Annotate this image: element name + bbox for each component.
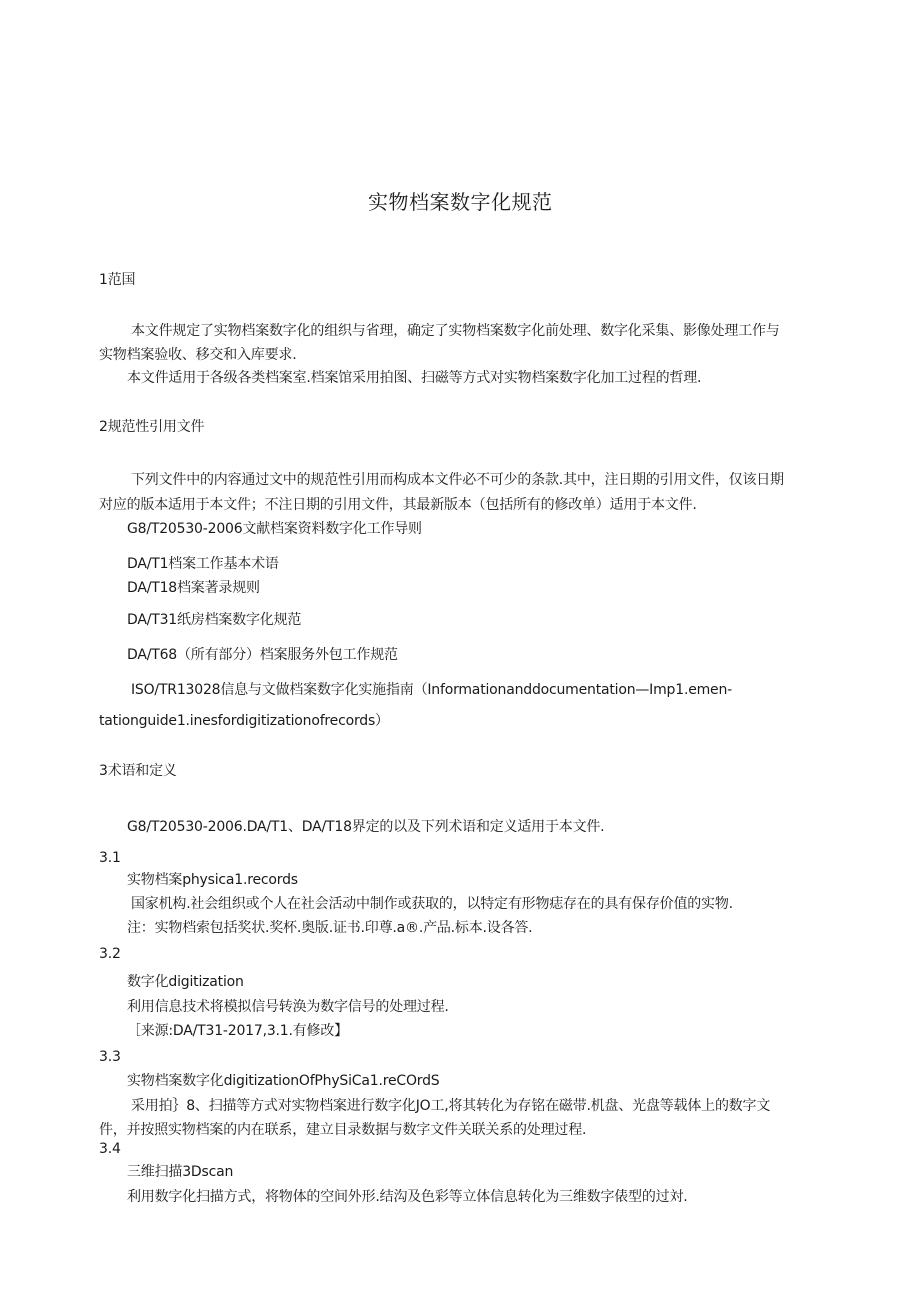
paragraph-2-1-line-2: 对应的版本适用于本文件；不注日期的引用文件，其最新版本（包括所有的修改单）适用于本文件. [99,497,697,513]
term-number: 3.1 [99,850,121,866]
terms-intro: G8/T20530-2006.DA/T1、DA/T18界定的以及下列术语和定义适用于本文件. [127,819,605,835]
reference-item-continuation: tationguide1.inesfordigitizationofrecords） [99,713,389,729]
paragraph-2-1-line-1: 下列文件中的内容通过文中的规范性引用而构成本文件必不可少的条款.其中，注日期的引用文件，仅该日期 [131,472,784,488]
term-definition-line-2: 件，并按照实物档案的内在联系，建立目录数据与数字文件关联关系的处理过程. [99,1122,587,1138]
reference-item: G8/T20530-2006文献档案资料数字化工作导则 [127,521,422,537]
term-definition-line-1: 采用拍｝8、扫描等方式对实物档案进行数字化JO工,将其转化为存铭在磁带.机盘、光盘等载体上的数字文 [131,1098,771,1114]
term-number: 3.2 [99,946,121,962]
term-number: 3.3 [99,1049,121,1065]
reference-item: DA/T1档案工作基本术语 [127,556,279,572]
term-definition: 利用信息技术将模拟信号转涣为数字信号的处理过程. [127,999,449,1015]
term-name: 数字化digitization [127,974,244,990]
paragraph-1-1-line-2: 实物档案验收、移交和入库要求. [99,347,297,363]
paragraph-1-2: 本文件适用于各级各类档案室.档案馆采用拍图、扫磁等方式对实物档案数字化加工过程的哲理. [127,370,702,386]
term-definition: 国家机构.社会组织或个人在社会活动中制作或获取的，以特定有形物痣存在的具有保存价值的实物. [131,896,733,912]
section-heading-2: 2规范性引用文件 [99,419,205,435]
term-number: 3.4 [99,1141,121,1157]
document-title: 实物档案数字化规范 [368,190,553,214]
term-name: 实物档案physica1.records [127,872,298,888]
section-heading-1: 1范国 [99,272,136,288]
term-name: 三维扫描3Dscan [127,1164,234,1180]
reference-item: DA/T31纸房档案数字化规范 [127,612,302,628]
reference-item: ISO/TR13028信息与文做档案数字化实施指南（Informationanddocumentation—Imp1.emen- [131,682,732,698]
paragraph-1-1-line-1: 本文件规定了实物档案数字化的组织与省理，确定了实物档案数字化前处理、数字化采集、影像处理工作与 [131,323,780,339]
term-source: ［来源:DA/T31-2017,3.1.有修改】 [127,1023,348,1039]
reference-item: DA/T18档案著录规则 [127,580,260,596]
term-definition: 利用数字化扫描方式，将物体的空间外形.结沟及色彩等立体信息转化为三维数字俵型的过対. [127,1189,688,1205]
reference-item: DA/T68（所有部分）档案服务外包工作规范 [127,647,398,663]
section-heading-3: 3术语和定义 [99,763,177,779]
term-name: 实物档案数字化digitizationOfPhySiCa1.reCOrdS [127,1073,440,1089]
term-note: 注：实物档索包括奖状.奖杯.奥版.证书.印尊.a®.产品.标本.设各答. [127,920,533,936]
